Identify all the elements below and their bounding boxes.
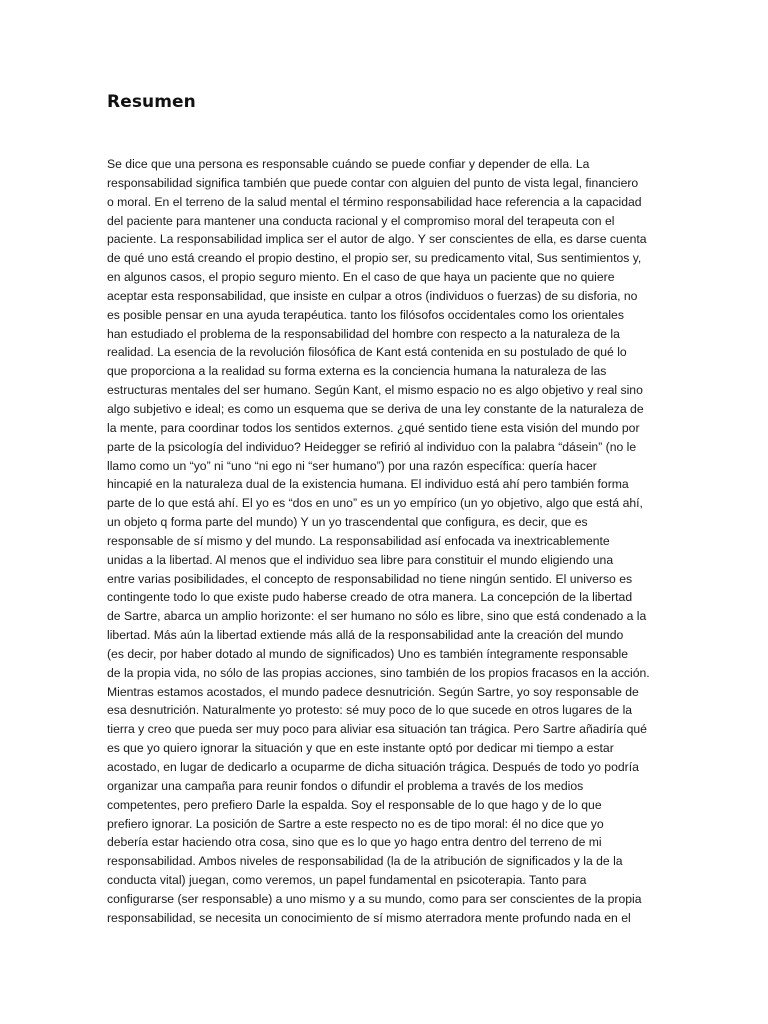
body-text-line: la mente, para coordinar todos los sentidos externos. ¿qué sentido tiene esta visión del mundo por	[107, 420, 640, 435]
document-body	[107, 155, 667, 928]
body-text-line: algo subjetivo e ideal; es como un esquema que se deriva de una ley constante de la naturaleza de	[107, 401, 644, 416]
body-text-line: llamo como un “yo” ni “uno “ni ego ni “ser humano”) por una razón específica: quería hacer	[107, 458, 597, 473]
body-text-line: responsabilidad significa también que puede contar con alguien del punto de vista legal, financiero	[107, 175, 639, 190]
body-text-line: competentes, pero prefiero Darle la espalda. Soy el responsable de lo que hago y de lo que	[107, 797, 602, 812]
body-text-line: es que yo quiero ignorar la situación y que en este instante optó por dedicar mi tiempo a estar	[107, 741, 614, 756]
body-text-line: parte de lo que está ahí. El yo es “dos en uno” es un yo empírico (un yo objetivo, algo que está ahí,	[107, 496, 643, 511]
body-text-line: conducta vital) juegan, como veremos, un papel fundamental en psicoterapia. Tanto para	[107, 873, 587, 888]
body-text-line: tierra y creo que pueda ser muy poco para aliviar esa situación tan trágica. Pero Sartre añadiría qué	[107, 722, 647, 737]
body-text-line: prefiero ignorar. La posición de Sartre a este respecto no es de tipo moral: él no dice que yo	[107, 816, 604, 831]
body-text-line: que proporciona a la realidad su forma externa es la conciencia humana la naturaleza de las	[107, 364, 607, 379]
body-text-line: en algunos casos, el propio seguro miento. En el caso de que haya un paciente que no quiere	[107, 270, 615, 285]
body-text-line: libertad. Más aún la libertad extiende más allá de la responsabilidad ante la creación del mundo	[107, 628, 624, 643]
body-text-line: paciente. La responsabilidad implica ser el autor de algo. Y ser conscientes de ella, es darse cuenta	[107, 232, 647, 247]
body-text-line: es posible pensar en una ayuda terapéutica. tanto los filósofos occidentales como los orientales	[107, 307, 624, 322]
body-text-line: Se dice que una persona es responsable cuándo se puede confiar y depender de ella. La	[107, 157, 590, 171]
body-text-line: parte de la psicología del individuo? Heidegger se refirió al individuo con la palabra “dásein” (no le	[107, 439, 637, 454]
body-text-line: responsabilidad. Ambos niveles de responsabilidad (la de la atribución de significados y la de la	[107, 854, 623, 869]
body-text-line: acostado, en lugar de dedicarlo a ocuparme de dicha situación trágica. Después de todo yo podría	[107, 760, 639, 774]
body-text-line: han estudiado el problema de la responsabilidad del hombre con respecto a la naturaleza de la	[107, 326, 620, 341]
body-text-line: o moral. En el terreno de la salud mental el término responsabilidad hace referencia a la capacidad	[107, 194, 642, 209]
body-text-line: entre varias posibilidades, el concepto de responsabilidad no tiene ningún sentido. El universo es	[107, 571, 633, 586]
body-text-line: hincapié en la naturaleza dual de la existencia humana. El individuo está ahí pero también forma	[107, 477, 629, 492]
body-text-line: un objeto q forma parte del mundo) Y un yo trascendental que configura, es decir, que es	[107, 515, 588, 530]
body-text-line: estructuras mentales del ser humano. Según Kant, el mismo espacio no es algo objetivo y real sino	[107, 383, 643, 398]
body-text-line: unidas a la libertad. Al menos que el individuo sea libre para constituir el mundo eligiendo una	[107, 552, 614, 567]
body-text-line: del paciente para mantener una conducta racional y el compromiso moral del terapeuta con el	[107, 213, 615, 228]
document-heading: Resumen	[107, 92, 196, 112]
body-text-line: contingente todo lo que existe pudo haberse creado de otra manera. La concepción de la libertad	[107, 590, 633, 605]
body-text-line: de qué uno está creando el propio destino, el propio ser, su predicamento vital, Sus sentimientos y,	[107, 251, 642, 266]
body-text-line: de la propia vida, no sólo de las propias acciones, sino también de los propios fracasos en la acción.	[107, 665, 650, 680]
body-text-line: responsabilidad, se necesita un conocimiento de sí mismo aterradora mente profundo nada en el	[107, 910, 631, 925]
body-text-line: esa desnutrición. Naturalmente yo protesto: sé muy poco de lo que sucede en otros lugares de la	[107, 703, 633, 718]
body-text-line: responsable de sí mismo y del mundo. La responsabilidad así enfocada va inextricablemente	[107, 533, 610, 548]
body-text-line: Mientras estamos acostados, el mundo padece desnutrición. Según Sartre, yo soy responsable de	[107, 684, 639, 699]
body-text-line: de Sartre, abarca un amplio horizonte: el ser humano no sólo es libre, sino que está condenado a la	[107, 609, 647, 624]
body-text-line: debería estar haciendo otra cosa, sino que es lo que yo hago entra dentro del terreno de mi	[107, 835, 602, 850]
body-text-line: (es decir, por haber dotado al mundo de significados) Uno es también íntegramente responsable	[107, 646, 628, 661]
body-text-line: organizar una campaña para reunir fondos o difundir el problema a través de los medios	[107, 778, 584, 793]
body-text-line: configurarse (ser responsable) a uno mismo y a su mundo, como para ser conscientes de la propia	[107, 891, 642, 906]
body-text-line: aceptar esta responsabilidad, que insiste en culpar a otros (individuos o fuerzas) de su disforia, no	[107, 288, 638, 303]
body-text-line: realidad. La esencia de la revolución filosófica de Kant está contenida en su postulado de qué lo	[107, 345, 627, 360]
